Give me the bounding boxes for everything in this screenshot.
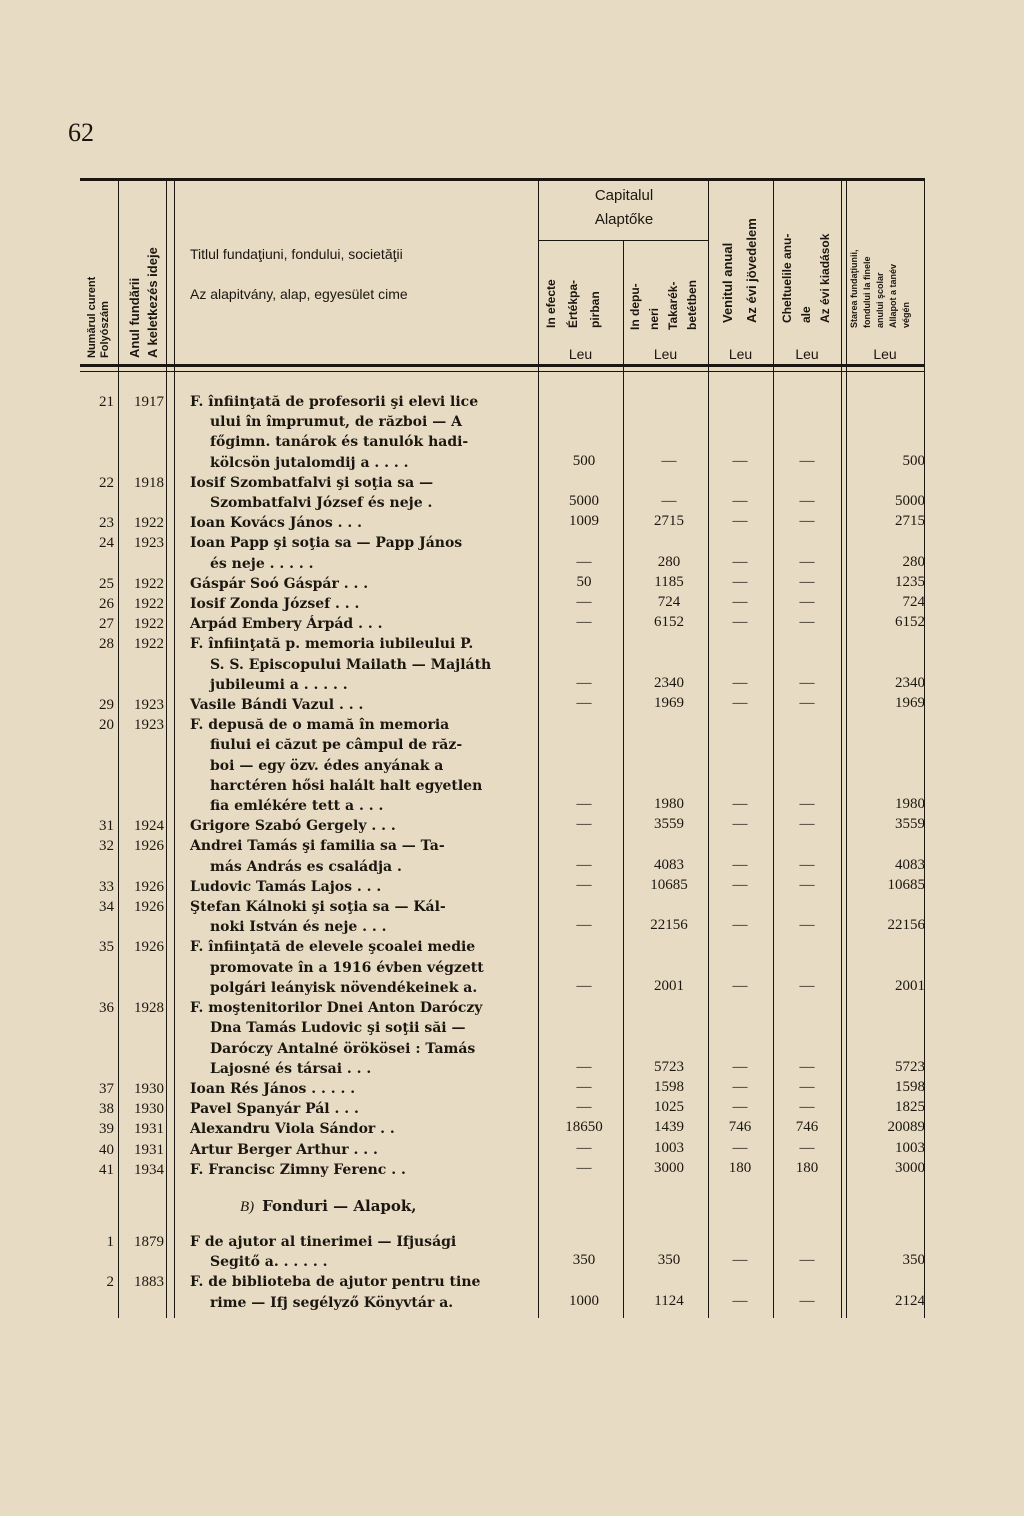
row-title [190,614,520,634]
value-cheltueli: — [799,493,815,509]
row-title [190,998,520,1079]
row-year: 1922 [134,575,164,592]
value-cheltueli: — [799,553,815,570]
row-number: 37 [99,1080,114,1097]
row-title-line: más András es családja . [210,858,402,875]
row-title-line: fiului ei căzut pe câmpul de răz- [210,737,463,754]
value-cheltueli: — [799,1058,815,1075]
header-year: Anul fundării A keletkezés ideje [127,247,160,358]
row-number: 22 [99,474,114,491]
row-title-line: Iosif Szombatfalvi şi soţia sa — [190,474,434,491]
section-letter: B) [240,1198,255,1215]
row-title-line: Ioan Kovács János . . . [190,515,363,532]
value-venitul: — [732,1139,748,1156]
value-venitul: — [732,1078,748,1095]
row-year: 1926 [134,878,164,895]
row-number: 25 [99,575,114,592]
table-row [80,594,925,614]
row-year: 1926 [134,838,164,855]
value-efecte: — [576,796,592,813]
row-title [190,715,520,816]
table-row [80,695,925,715]
row-title [190,574,520,594]
value-venitul: — [732,816,748,833]
value-venitul: — [732,674,748,691]
value-depuneri: 1980 [654,796,684,813]
value-depuneri: 22156 [650,917,688,934]
value-starea: 1003 [895,1139,925,1156]
row-number: 40 [99,1141,114,1158]
row-title-line: Pavel Spanyár Pál . . . [190,1101,359,1118]
row-title-line: F. înfiinţată de profesorii şi elevi lice [190,394,479,410]
table-body [80,392,925,1313]
value-starea: 10685 [887,876,925,893]
value-depuneri: — [661,493,677,509]
value-cheltueli: — [799,977,815,994]
row-title-line: F. înfiinţată p. memoria iubileului P. [190,636,474,653]
row-number: 29 [99,697,114,714]
value-depuneri: 6152 [654,614,684,631]
value-efecte: — [576,876,592,893]
table-row [80,473,925,513]
row-number: 28 [99,636,114,653]
unit-starea: Leu [873,346,897,362]
row-title [190,816,520,836]
header-cheltueli: Cheltuelile anu- ale Az évi kiadások [780,233,832,323]
value-cheltueli: — [799,1078,815,1095]
value-venitul: 180 [728,1159,752,1176]
row-title-line: Alexandru Viola Sándor . . [190,1121,395,1138]
value-depuneri: 10685 [650,876,688,893]
value-cheltueli: — [799,695,815,712]
value-efecte: — [576,1099,592,1116]
value-efecte: — [576,1078,592,1095]
value-cheltueli: — [799,594,815,611]
row-title-line: Segitő a. . . . . . [210,1254,328,1271]
value-cheltueli: — [799,674,815,691]
row-year: 1922 [134,515,164,532]
value-venitul: — [732,695,748,712]
header-venitul: Venitul anual Az évi jövedelem [720,218,759,323]
value-starea: 6152 [895,614,925,631]
value-efecte: 500 [572,452,596,469]
row-title-line: jubileumi a . . . . . [210,676,348,693]
row-title [190,1160,520,1180]
row-title [190,1272,520,1312]
row-title-line: Ioan Papp şi soţia sa — Papp János [190,535,463,552]
value-depuneri: 724 [657,594,681,611]
value-depuneri: 4083 [654,856,684,873]
value-starea: 4083 [895,856,925,873]
unit-cheltueli: Leu [795,346,819,362]
value-efecte: 1009 [569,513,599,530]
row-number: 23 [99,515,114,532]
row-title [190,1232,520,1272]
table-row [80,1272,925,1312]
row-title-line: Daróczy Antalné örökösei : Tamás [210,1040,476,1057]
value-depuneri: 350 [657,1252,681,1269]
value-venitul: — [732,513,748,530]
row-title-line: F. moştenitorilor Dnei Anton Daróczy [190,1000,483,1017]
value-cheltueli: — [799,614,815,631]
value-cheltueli: — [799,1139,815,1156]
value-venitul: — [732,917,748,934]
row-title-line: fia emlékére tett a . . . [210,798,384,815]
value-depuneri: 1969 [654,695,684,712]
value-efecte: — [576,1159,592,1176]
value-efecte: — [576,1139,592,1156]
row-title-line: Grigore Szabó Gergely . . . [190,818,396,835]
row-title-line: noki István és neje . . . [210,919,387,936]
value-venitul: — [732,614,748,631]
row-title-line: Dna Tamás Ludovic şi soţii săi — [210,1020,466,1037]
value-depuneri: 3559 [654,816,684,833]
table-row [80,897,925,937]
row-year: 1934 [134,1161,164,1178]
row-number: 27 [99,616,114,633]
value-starea: 1825 [895,1099,925,1116]
row-year: 1923 [134,697,164,714]
row-number: 33 [99,878,114,895]
value-venitul: — [732,553,748,570]
row-number: 38 [99,1101,114,1118]
value-starea: 3000 [895,1159,925,1176]
row-year: 1922 [134,596,164,613]
row-number: 20 [99,717,114,734]
row-title [190,1140,520,1160]
value-cheltueli: — [799,856,815,873]
value-starea: 2001 [895,977,925,994]
value-cheltueli: 180 [795,1159,819,1176]
row-title [190,897,520,937]
value-venitul: — [732,452,748,469]
row-title-line: főgimn. tanárok és tanulók hadi- [210,434,469,451]
row-title-line: Andrei Tamás şi familia sa — Ta- [190,838,445,855]
table-top-rule [80,178,925,181]
value-cheltueli: — [799,1292,815,1309]
row-title-line: Arpád Embery Árpád . . . [190,616,383,633]
value-efecte: — [576,674,592,691]
value-venitul: — [732,1099,748,1116]
row-title-line: Gáspár Soó Gáspár . . . [190,575,369,592]
row-year: 1930 [134,1080,164,1097]
row-number: 1 [106,1233,114,1250]
value-efecte: 50 [576,573,592,590]
row-year: 1883 [134,1274,164,1291]
row-title-line: Ioan Rés János . . . . . [190,1080,356,1097]
value-venitul: — [732,573,748,590]
row-title [190,513,520,533]
row-title-line: Lajosné és társai . . . [210,1060,372,1077]
row-number: 34 [99,899,114,916]
row-title-line: F. Francisc Zimny Ferenc . . [190,1161,406,1178]
row-number: 39 [99,1121,114,1138]
header-capital: Capitalul Alaptőke [594,187,654,228]
row-title [190,695,520,715]
header-starea: Starea fundaţiunii, fondului la finele anului şcolar Allapot a tanév végén [849,249,911,328]
row-title [190,937,520,998]
value-cheltueli: — [799,917,815,934]
value-venitul: — [732,796,748,813]
value-starea: 1980 [895,796,925,813]
row-number: 24 [99,535,114,552]
section-heading [240,1180,1024,1232]
row-title-line: Szombatfalvi József és neje . [210,495,433,512]
value-cheltueli: — [799,876,815,893]
row-year: 1923 [134,535,164,552]
value-cheltueli: — [799,573,815,590]
table-row [80,1099,925,1119]
value-depuneri: 2001 [654,977,684,994]
value-depuneri: 2340 [654,674,684,691]
value-venitul: — [732,1252,748,1269]
unit-efecte: Leu [568,346,593,362]
table-row [80,614,925,634]
value-starea: 1598 [895,1078,925,1095]
row-title-line: Vasile Bándi Vazul . . . [190,697,364,714]
header-title-ro: Titlul fundaţiuni, fondului, societăţii [190,246,403,262]
row-title-line: Iosif Zonda József . . . [190,596,360,613]
table-row [80,574,925,594]
value-depuneri: — [661,452,677,469]
value-cheltueli: — [799,513,815,530]
value-venitul: — [732,876,748,893]
value-starea: 280 [902,553,925,570]
row-title [190,533,520,573]
row-year: 1931 [134,1141,164,1158]
value-efecte: 1000 [569,1292,599,1309]
header-double-rule [80,371,925,372]
value-depuneri: 1025 [654,1099,684,1116]
value-efecte: — [576,594,592,611]
foundations-table [80,178,925,1318]
header-depuneri: In depu- neri Takarék- betétben [628,279,699,330]
table-row [80,715,925,816]
row-title-line: rime — Ifj segélyző Könyvtár a. [210,1294,454,1311]
value-starea: 500 [902,452,925,469]
row-year: 1918 [134,474,164,491]
value-venitul: — [732,977,748,994]
row-title-line: F. depusă de o mamă în memoria [190,717,450,734]
table-row [80,533,925,573]
value-cheltueli: — [799,796,815,813]
table-row [80,634,925,695]
value-efecte: — [576,816,592,833]
row-year: 1922 [134,636,164,653]
value-starea: 20089 [887,1119,925,1136]
value-depuneri: 5723 [654,1058,684,1075]
value-starea: 1969 [895,695,925,712]
row-title-line: polgári leányisk növendékeinek a. [210,979,478,996]
row-title-line: Artur Berger Arthur . . . [190,1141,378,1158]
row-year: 1923 [134,717,164,734]
value-venitul: — [732,856,748,873]
table-row [80,392,925,473]
table-row [80,1232,925,1272]
row-title [190,634,520,695]
value-starea: 5723 [895,1058,925,1075]
value-cheltueli: — [799,816,815,833]
value-venitul: — [732,1292,748,1309]
value-starea: 2340 [895,674,925,691]
row-title-line: boi — egy özv. édes anyának a [210,757,444,774]
value-efecte: — [576,977,592,994]
value-depuneri: 1439 [654,1119,684,1136]
value-starea: 22156 [887,917,925,934]
row-number: 31 [99,818,114,835]
row-title-line: harctéren hősi halált halt egyetlen [210,777,483,794]
row-number: 41 [99,1161,114,1178]
value-efecte: — [576,614,592,631]
row-year: 1926 [134,939,164,956]
row-title [190,1119,520,1139]
value-starea: 3559 [895,816,925,833]
value-starea: 724 [902,594,925,611]
value-venitul: — [732,493,748,509]
table-row [80,836,925,876]
value-depuneri: 280 [657,553,681,570]
table-row [80,1079,925,1099]
row-year: 1931 [134,1121,164,1138]
row-title-line: Ştefan Kálnoki şi soţia sa — Kál- [190,899,446,916]
value-efecte: — [576,856,592,873]
row-year: 1879 [134,1233,164,1250]
value-efecte: 5000 [569,493,599,509]
row-title-line: ului în împrumut, de război — A [210,414,462,431]
row-title [190,877,520,897]
row-year: 1928 [134,1000,164,1017]
row-year: 1922 [134,616,164,633]
value-starea: 350 [902,1252,925,1269]
row-title-line: kölcsön jutalomdij a . . . . [210,454,409,471]
value-starea: 2124 [895,1292,925,1309]
row-number: 26 [99,596,114,613]
row-title [190,1079,520,1099]
table-row [80,1160,925,1180]
value-cheltueli: 746 [795,1119,819,1136]
header-title-hu: Az alapitvány, alap, egyesület cime [190,286,408,302]
value-depuneri: 1598 [654,1078,684,1095]
row-year: 1917 [134,394,164,410]
table-row [80,1119,925,1139]
table-row [80,877,925,897]
value-depuneri: 3000 [654,1159,684,1176]
row-title-line: F. de biblioteba de ajutor pentru tine [190,1274,481,1291]
unit-venitul: Leu [728,346,753,362]
value-starea: 2715 [895,513,925,530]
header-efecte: In efecte Értékpa- pirban [544,279,602,328]
row-title [190,836,520,876]
value-efecte: 350 [572,1252,596,1269]
row-number: 21 [99,394,114,410]
row-title-line: és neje . . . . . [210,555,314,572]
value-efecte: — [576,553,592,570]
value-efecte: 18650 [565,1119,603,1136]
row-year: 1926 [134,899,164,916]
table-row [80,998,925,1079]
row-title-line: F de ajutor al tinerimei — Ifjusági [190,1233,457,1250]
header-bottom-rule [80,364,925,367]
row-title [190,473,520,513]
row-title [190,392,520,473]
value-efecte: — [576,917,592,934]
value-venitul: — [732,594,748,611]
unit-depuneri: Leu [653,346,678,362]
value-venitul: 746 [728,1119,752,1136]
section-title: Fonduri — Alapok, [262,1196,417,1215]
table-row [80,1140,925,1160]
row-title [190,594,520,614]
row-title [190,1099,520,1119]
row-title-line: promovate în a 1916 évben végzett [210,959,484,976]
table-row [80,816,925,836]
value-cheltueli: — [799,452,815,469]
value-starea: 1235 [895,573,925,590]
value-efecte: — [576,695,592,712]
value-depuneri: 1185 [654,573,684,590]
value-depuneri: 1124 [654,1292,684,1309]
value-starea: 5000 [895,493,925,509]
row-number: 2 [106,1274,114,1291]
value-cheltueli: — [799,1099,815,1116]
row-number: 36 [99,1000,114,1017]
value-depuneri: 2715 [654,513,684,530]
row-year: 1924 [134,818,164,835]
row-number: 32 [99,838,114,855]
table-row [80,937,925,998]
value-depuneri: 1003 [654,1139,684,1156]
page-number: 62 [68,118,94,147]
row-title-line: S. S. Episcopului Mailath — Majláth [210,656,492,673]
value-efecte: — [576,1058,592,1075]
row-title-line: Ludovic Tamás Lajos . . . [190,878,382,895]
table-row [80,513,925,533]
value-venitul: — [732,1058,748,1075]
row-title-line: F. înfiinţată de elevele şcoalei medie [190,939,476,956]
row-number: 35 [99,939,114,956]
header-number: Numărul curent Folyószám [86,276,111,358]
row-year: 1930 [134,1101,164,1118]
value-cheltueli: — [799,1252,815,1269]
